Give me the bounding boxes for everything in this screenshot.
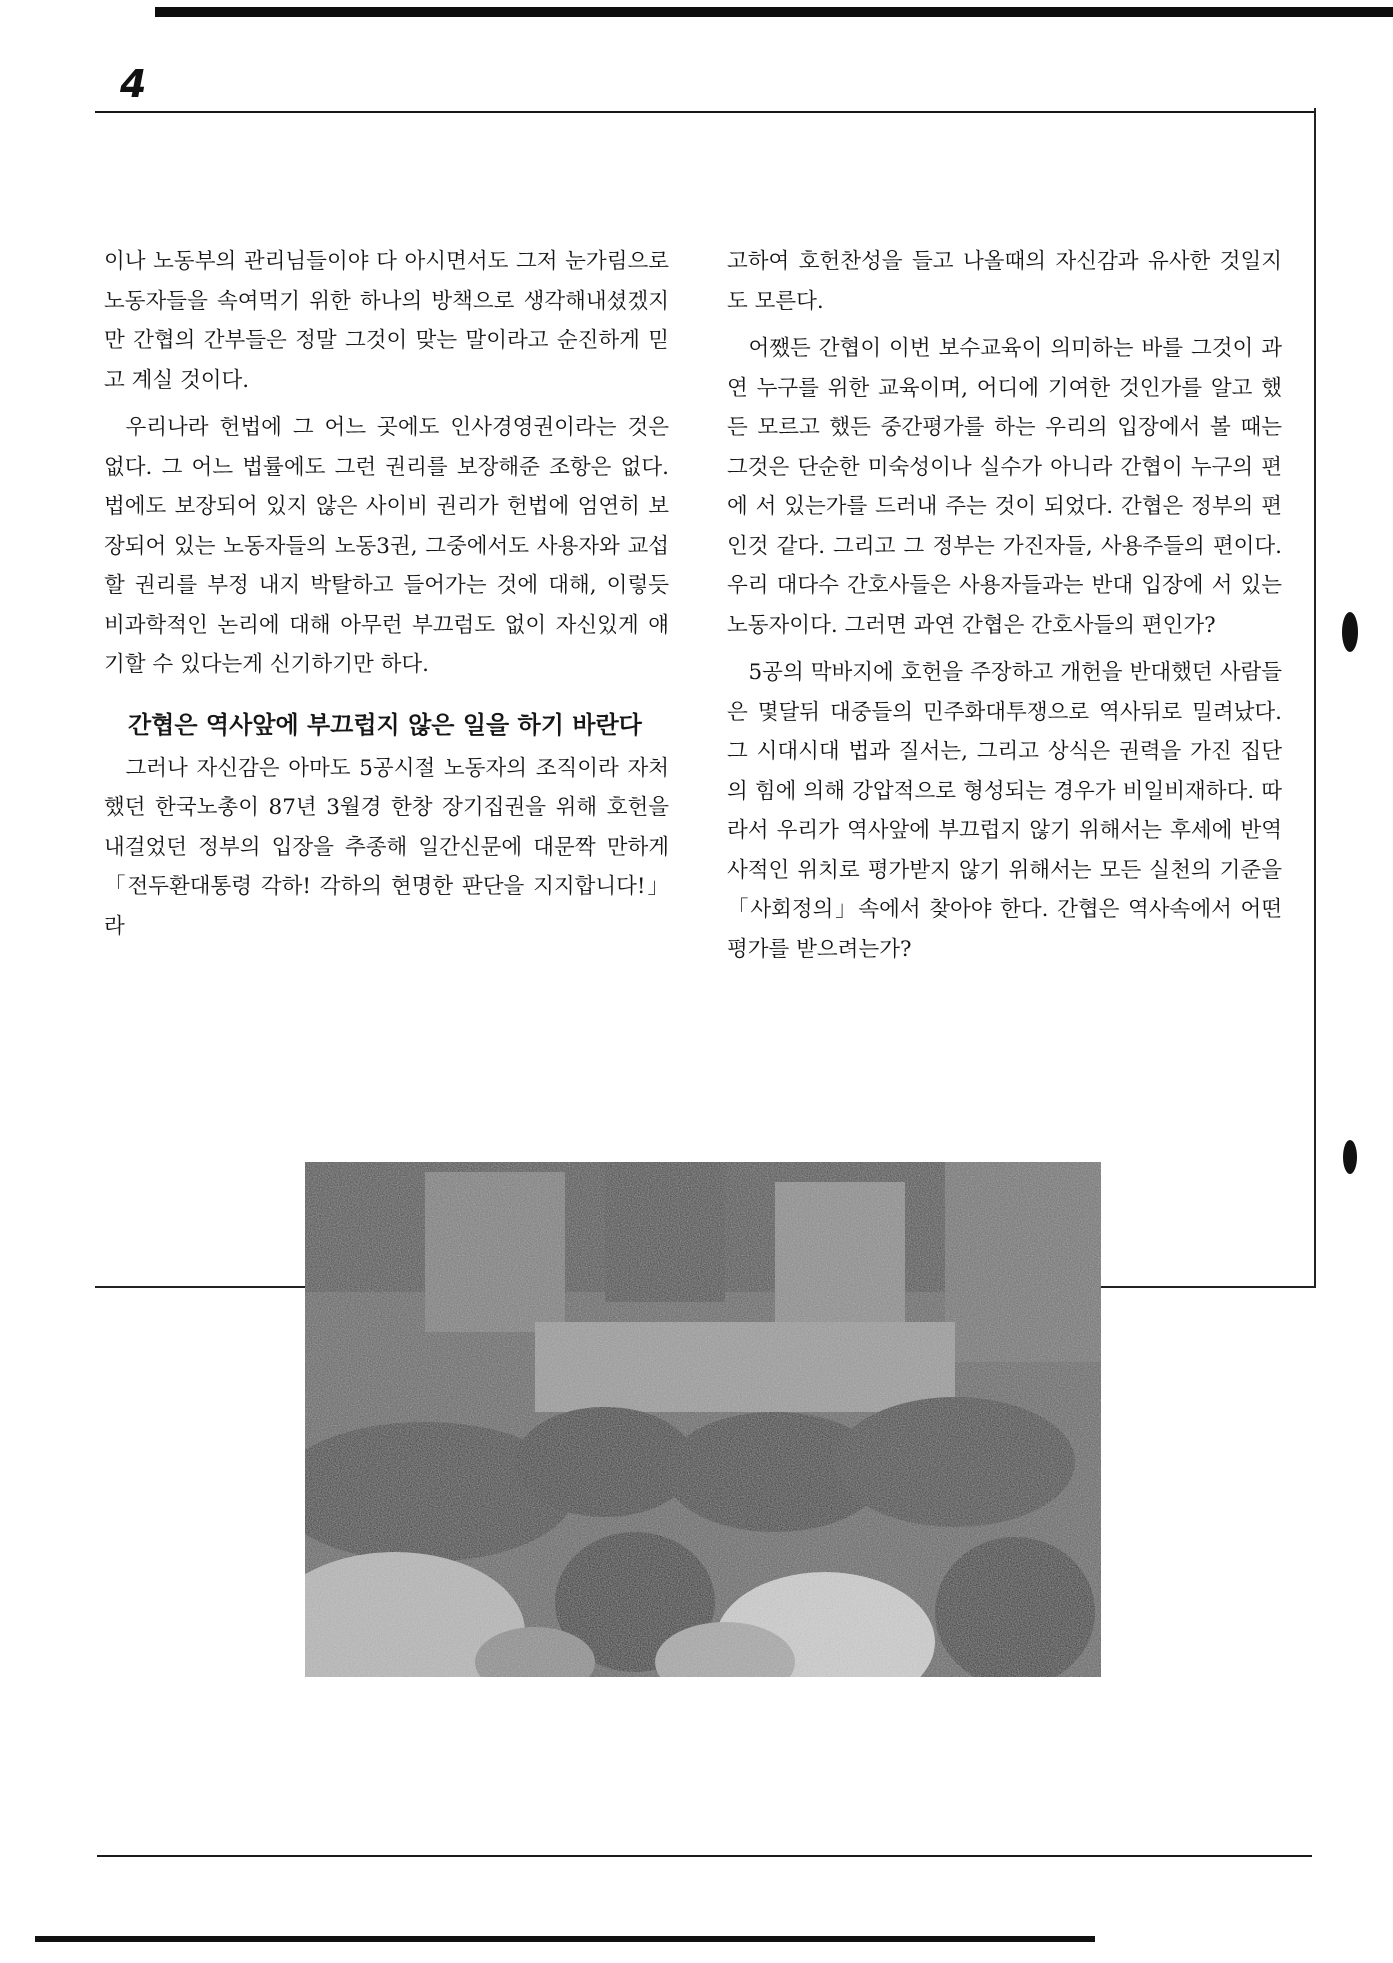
bottom-border-bar [35, 1936, 1095, 1942]
right-paragraph-1: 고하여 호헌찬성을 들고 나올때의 자신감과 유사한 것일지도 모른다. [727, 249, 1282, 314]
left-paragraph-3: 그러나 자신감은 아마도 5공시절 노동자의 조직이라 자처했던 한국노총이 87년 3월경 한창 장기집권을 위해 호헌을 내걸었던 정부의 입장을 추종해 일간신문에 대문짝 만하게 「전두환대통령 각하! 각하의 현명한 판단을 지지합니다!」 라 [104, 755, 669, 939]
left-paragraph-2: 우리나라 헌법에 그 어느 곳에도 인사경영권이라는 것은 없다. 그 어느 법률에도 그런 권리를 보장해준 조항은 없다. 법에도 보장되어 있지 않은 사이비 권리가 헌법에 엄연히 보장되어 있는 노동자들의 노동3권, 그중에서도 사용자와 교섭할 권리를 부정 내지 박탈하고 들어가는 것에 대해, 이렇듯 비과학적인 논리에 대해 아무런 부끄럼도 없이 자신있게 얘기할 수 있다는게 신기하기만 하다. [104, 415, 669, 677]
right-paragraph-3: 5공의 막바지에 호헌을 주장하고 개헌을 반대했던 사람들은 몇달뒤 대중들의 민주화대투쟁으로 역사뒤로 밀려났다. 그 시대시대 법과 질서는, 그리고 상식은 권력을 가진 집단의 힘에 의해 강압적으로 형성되는 경우가 비일비재하다. 따라서 우리가 역사앞에 부끄럽지 않기 위해서는 후세에 반역사적인 위치로 평가받지 않기 위해서는 모든 실천의 기준을 「사회정의」속에서 찾아야 한다. 간협은 역사속에서 어떤 평가를 받으려는가? [727, 660, 1282, 962]
bottom-rule [97, 1855, 1312, 1857]
binding-hole-mark [1343, 1140, 1357, 1174]
section-subheading: 간협은 역사앞에 부끄럽지 않은 일을 하기 바란다 [128, 710, 642, 739]
audience-photo-image [305, 1162, 1101, 1677]
frame-right-rule [1314, 108, 1316, 1288]
right-paragraph-2: 어쨌든 간협이 이번 보수교육이 의미하는 바를 그것이 과연 누구를 위한 교육이며, 어디에 기여한 것인가를 알고 했든 모르고 했든 중간평가를 하는 우리의 입장에서 볼 때는 그것은 단순한 미숙성이나 실수가 아니라 간협이 누구의 편에 서 있는가를 드러내 주는 것이 되었다. 간협은 정부의 편인것 같다. 그리고 그 정부는 가진자들, 사용주들의 편이다. 우리 대다수 간호사들은 사용자들과는 반대 입장에 서 있는 노동자이다. 그러면 과연 간협은 간호사들의 편인가? [727, 336, 1282, 638]
page-number: 4 [120, 62, 147, 106]
left-column [104, 242, 669, 946]
left-paragraph-1: 이나 노동부의 관리님들이야 다 아시면서도 그저 눈가림으로 노동자들을 속여먹기 위한 하나의 방책으로 생각해내셨겠지만 간협의 간부들은 정말 그것이 맞는 말이라고 순진하게 믿고 계실 것이다. [104, 249, 669, 393]
binding-hole-mark [1342, 612, 1358, 652]
header-rule [95, 111, 1315, 113]
right-column [727, 242, 1282, 969]
audience-photo [305, 1162, 1101, 1677]
top-border-bar [155, 7, 1393, 17]
